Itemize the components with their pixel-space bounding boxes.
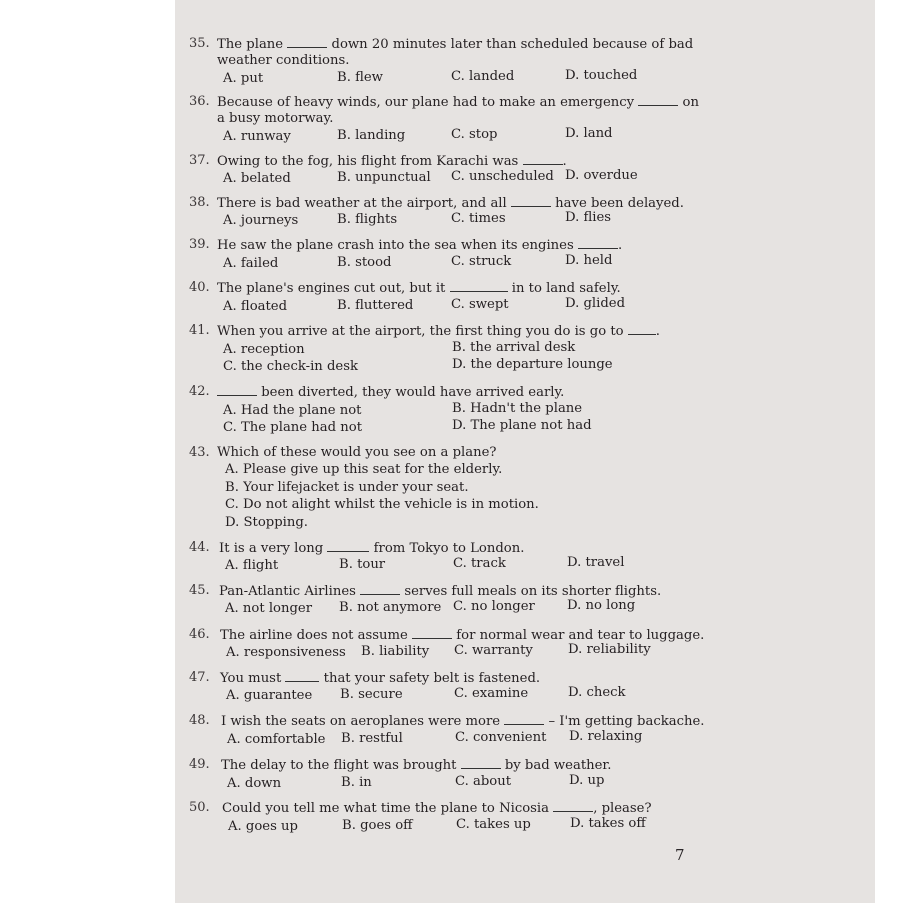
answer-blank [450, 280, 508, 292]
answer-blank [327, 540, 369, 552]
question-stem: Which of these would you see on a plane? [217, 445, 497, 460]
option-b: B. the arrival desk [452, 340, 576, 355]
option-d: D. held [565, 253, 613, 268]
question-number: 36. [189, 94, 210, 109]
option-b: B. flights [337, 212, 398, 227]
question-stem: The plane down 20 minutes later than scheduled because of bad weather conditions. [217, 37, 694, 68]
answer-blank [285, 670, 319, 682]
option-d: D. takes off [570, 816, 646, 831]
option-a: A. put [223, 71, 264, 86]
option-c: C. convenient [455, 730, 547, 745]
question-stem: The plane's engines cut out, but it in to land safely. [217, 281, 621, 296]
option-a: A. reception [223, 342, 305, 357]
option-d: D. overdue [565, 168, 638, 183]
question-number: 42. [189, 384, 210, 399]
option-d: D. flies [565, 210, 612, 225]
question-number: 35. [189, 36, 210, 51]
option-c: C. swept [451, 297, 509, 312]
option-d: D. reliability [568, 642, 651, 657]
option-b: B. flew [337, 70, 383, 85]
question-number: 50. [189, 800, 210, 815]
option-b: B. not anymore [339, 600, 442, 615]
question-stem: The airline does not assume for normal wear and tear to luggage. [220, 628, 705, 643]
question-stem: You must that your safety belt is fastened. [220, 671, 541, 686]
option-c: C. examine [454, 686, 529, 701]
option-c: C. the check-in desk [223, 359, 358, 374]
question-stem: The delay to the flight was brought by bad weather. [221, 758, 612, 773]
option-d: D. touched [565, 68, 638, 83]
question-number: 37. [189, 153, 210, 168]
option-b: B. restful [341, 731, 403, 746]
question-number: 40. [189, 280, 210, 295]
option-c: C. about [455, 774, 512, 789]
option-b: B. landing [337, 128, 406, 143]
option-d: D. up [569, 773, 605, 788]
option-c: C. warranty [454, 643, 533, 658]
option-b: B. liability [361, 644, 430, 659]
question-number: 49. [189, 757, 210, 772]
question-stem: It is a very long from Tokyo to London. [219, 541, 525, 556]
question-stem: He saw the plane crash into the sea when its engines . [217, 238, 623, 253]
answer-blank [628, 323, 656, 335]
question-number: 43. [189, 445, 210, 460]
option-c: C. stop [451, 127, 498, 142]
answer-blank [523, 153, 563, 165]
question-number: 38. [189, 195, 210, 210]
answer-blank [504, 713, 544, 725]
option-c: C. unscheduled [451, 169, 554, 184]
page-number: 7 [675, 846, 685, 864]
option-c: C. Do not alight whilst the vehicle is in motion. [225, 497, 539, 512]
option-a: A. failed [223, 256, 279, 271]
option-c: C. no longer [453, 599, 535, 614]
option-a: A. guarantee [226, 688, 313, 703]
question-number: 48. [189, 713, 210, 728]
answer-blank [638, 94, 678, 106]
option-a: A. runway [223, 129, 291, 144]
option-d: D. no long [567, 598, 636, 613]
option-c: C. landed [451, 69, 515, 84]
answer-blank [412, 627, 452, 639]
option-d: D. the departure lounge [452, 357, 613, 372]
question-number: 47. [189, 670, 210, 685]
option-c: C. takes up [456, 817, 531, 832]
option-a: A. flight [225, 558, 279, 573]
option-a: A. comfortable [227, 732, 326, 747]
option-d: D. check [568, 685, 626, 700]
question-number: 44. [189, 540, 210, 555]
answer-blank [360, 583, 400, 595]
question-stem: Owing to the fog, his flight from Karachi was . [217, 154, 567, 169]
option-d: D. land [565, 126, 613, 141]
option-c: C. times [451, 211, 506, 226]
option-b: B. Your lifejacket is under your seat. [225, 480, 469, 495]
question-stem: When you arrive at the airport, the first thing you do is go to . [217, 324, 660, 339]
answer-blank [461, 757, 501, 769]
question-stem: been diverted, they would have arrived early. [217, 384, 687, 401]
question-stem: There is bad weather at the airport, and all have been delayed. [217, 196, 684, 211]
option-c: C. The plane had not [223, 420, 363, 435]
option-d: D. glided [565, 296, 626, 311]
question-number: 46. [189, 627, 210, 642]
option-a: A. not longer [225, 601, 313, 616]
option-a: A. goes up [228, 819, 298, 834]
option-a: A. journeys [223, 213, 299, 228]
option-a: A. belated [223, 171, 291, 186]
option-b: B. tour [339, 557, 386, 572]
option-a: A. Had the plane not [223, 403, 362, 418]
question-stem: I wish the seats on aeroplanes were more – I'm getting backache. [221, 714, 705, 729]
workbook-page [175, 0, 875, 903]
option-b: B. goes off [342, 818, 413, 833]
option-b: B. stood [337, 255, 392, 270]
question-stem: Pan-Atlantic Airlines serves full meals on its shorter flights. [219, 584, 662, 599]
option-b: B. unpunctual [337, 170, 431, 185]
option-b: B. Hadn't the plane [452, 401, 583, 416]
option-a: A. floated [223, 299, 288, 314]
option-c: C. track [453, 556, 506, 571]
option-d: D. travel [567, 555, 625, 570]
question-number: 41. [189, 323, 210, 338]
option-c: C. struck [451, 254, 512, 269]
option-b: B. fluttered [337, 298, 414, 313]
option-a: A. down [227, 776, 282, 791]
question-stem: Because of heavy winds, our plane had to make an emergency on a busy motorway. [217, 95, 699, 126]
answer-blank [578, 237, 618, 249]
question-stem: Could you tell me what time the plane to Nicosia , please? [222, 801, 652, 816]
option-a: A. responsiveness [226, 645, 346, 660]
answer-blank [287, 36, 327, 48]
answer-blank [553, 800, 593, 812]
option-d: D. Stopping. [225, 515, 308, 530]
answer-blank [511, 195, 551, 207]
question-number: 39. [189, 237, 210, 252]
option-a: A. Please give up this seat for the elderly. [225, 462, 503, 477]
answer-blank [217, 384, 257, 396]
option-d: D. The plane not had [452, 418, 592, 433]
option-b: B. secure [340, 687, 403, 702]
option-b: B. in [341, 775, 372, 790]
question-number: 45. [189, 583, 210, 598]
option-d: D. relaxing [569, 729, 643, 744]
